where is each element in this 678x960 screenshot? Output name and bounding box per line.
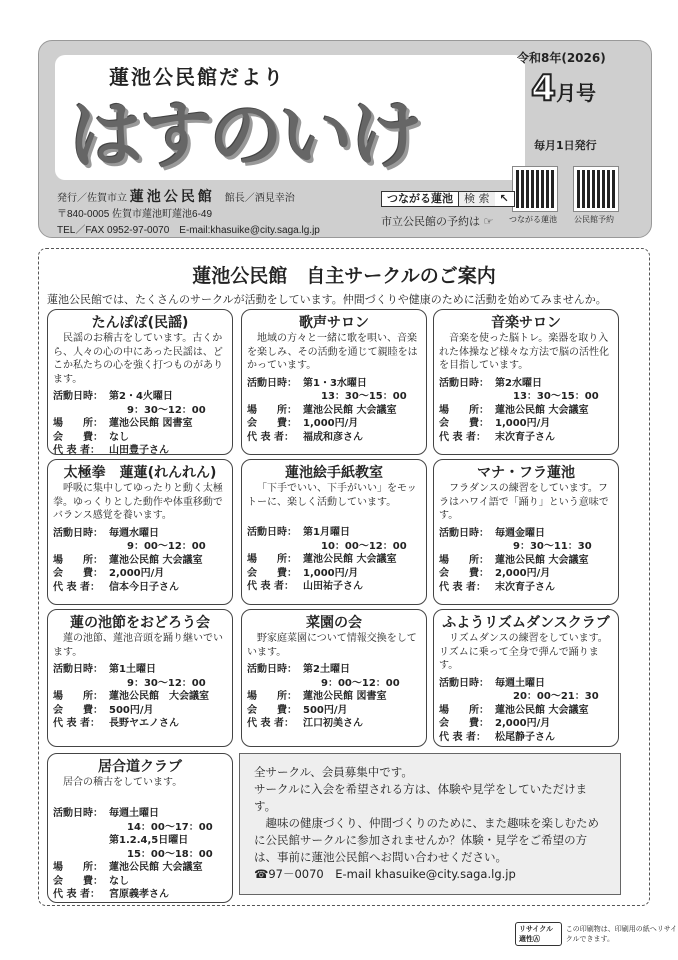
- place-value: 蓮池公民館 大会議室: [109, 554, 203, 566]
- fee-value: 2,000円/月: [495, 718, 551, 729]
- representative-value: 松尾静子さん: [495, 731, 555, 743]
- circle-title: マナ・フラ蓮池: [477, 465, 575, 481]
- circle-guide: [38, 248, 650, 906]
- contact: TEL／FAX 0952-97-0070 E-mail:khasuike@city.saga.lg.jp: [57, 225, 320, 236]
- circle-title: ふようリズムダンスクラブ: [442, 615, 610, 631]
- schedule-row: [439, 677, 613, 691]
- qr-label: つながる蓮池: [509, 215, 557, 224]
- publisher-prefix: 発行／佐賀市立: [57, 193, 127, 204]
- fee-row: [247, 417, 421, 431]
- schedule-value: 第1月曜日: [303, 527, 350, 538]
- fee-value: 2,000円/月: [109, 568, 165, 579]
- representative-row: [247, 580, 421, 594]
- schedule-line: 10：00～12：00: [321, 540, 407, 552]
- reservation-note: [381, 213, 493, 229]
- schedule-label: 活動日時：: [53, 391, 103, 402]
- schedule-label: 活動日時：: [247, 527, 297, 538]
- schedule-value: 第1・3水曜日: [303, 377, 367, 389]
- place-label: 場 所：: [53, 418, 103, 429]
- schedule-value: 第1土曜日: [109, 664, 156, 675]
- representative-label: 代 表 者：: [439, 431, 486, 443]
- circle-title: 蓮池絵手紙教室: [285, 465, 383, 481]
- circle-card: [241, 609, 427, 747]
- fee-label: 会 費：: [439, 718, 489, 729]
- fee-row: [439, 417, 613, 431]
- fee-label: 会 費：: [53, 431, 103, 443]
- representative-row: [53, 717, 227, 731]
- representative-value: 山田豊子さん: [109, 445, 169, 456]
- schedule-label: 活動日時：: [439, 677, 489, 689]
- circle-description: フラダンスの練習をしています。フラはハワイ語で「踊り」という意味です。: [439, 483, 609, 521]
- representative-row: [53, 888, 227, 902]
- fee-row: [53, 704, 227, 718]
- fee-label: 会 費：: [53, 704, 103, 716]
- circle-card: [47, 753, 233, 903]
- representative-value: 宮原義孝さん: [109, 889, 169, 900]
- recycle-footer: [515, 922, 678, 946]
- representative-label: 代 表 者：: [439, 731, 486, 743]
- recycle-badge: リサイクル適性Ⓐ: [515, 922, 562, 946]
- schedule-value: 毎週金曜日: [495, 527, 545, 539]
- place-value: 蓮池公民館 大会議室: [303, 554, 397, 565]
- fee-value: 500円/月: [303, 704, 348, 716]
- newsletter-subtitle: 蓮池公民館だより: [109, 65, 285, 89]
- schedule-line: 第1.2.4,5日曜日: [109, 835, 189, 846]
- schedule-row: [247, 663, 421, 677]
- place-value: 蓮池公民館 大会議室: [109, 862, 203, 873]
- circle-description: 音楽を使った脳トレ。楽器を取り入れた体操など様々な方法で脳の活性化を目指しています。: [439, 333, 609, 371]
- representative-label: 代 表 者：: [247, 718, 294, 729]
- schedule-line: 9：00～12：00: [321, 677, 400, 689]
- circle-title: 蓮の池節をおどろう会: [70, 615, 210, 631]
- place-label: 場 所：: [439, 704, 489, 716]
- fee-value: 1,000円/月: [303, 567, 359, 579]
- place-row: [53, 554, 227, 568]
- qr-code-tsunagaru[interactable]: [513, 167, 557, 211]
- notice-contact: ☎97－0070 E-mail khasuike@city.saga.lg.jp: [254, 867, 516, 881]
- place-label: 場 所：: [247, 404, 297, 416]
- publication-frequency: 毎月1日発行: [534, 139, 597, 152]
- qr-code-reservation[interactable]: [574, 167, 618, 211]
- schedule-row: [53, 663, 227, 677]
- place-row: [247, 553, 421, 567]
- schedule-row: [53, 527, 227, 541]
- cursor-icon: ↖: [499, 192, 509, 205]
- schedule-line: 9：30～11：30: [513, 541, 592, 552]
- circle-card: [433, 609, 619, 747]
- representative-value: 江口初美さん: [303, 718, 363, 729]
- representative-value: 末次育子さん: [495, 431, 555, 443]
- representative-row: [439, 581, 613, 595]
- place-label: 場 所：: [53, 691, 103, 702]
- circle-title: 歌声サロン: [299, 315, 369, 331]
- representative-label: 代 表 者：: [247, 431, 294, 443]
- circle-description: 居合の稽古をしています。: [63, 777, 183, 788]
- circle-description: 蓮の池節、蓮池音頭を踊り継いでいます。: [53, 633, 223, 658]
- circle-description: リズムダンスの練習をしています。リズムに乗って全身で弾んで踊ります。: [439, 633, 608, 671]
- place-value: 蓮池公民館 大会議室: [495, 554, 589, 566]
- schedule-line: 9：30～12：00: [127, 404, 206, 416]
- representative-value: 福成和彦さん: [303, 431, 363, 443]
- representative-label: 代 表 者：: [53, 718, 100, 729]
- place-value: 蓮池公民館 大会議室: [495, 704, 589, 716]
- fee-label: 会 費：: [247, 418, 297, 429]
- fee-label: 会 費：: [439, 568, 489, 579]
- schedule-label: 活動日時：: [247, 377, 297, 389]
- fee-value: 1,000円/月: [495, 418, 551, 429]
- publisher-info: [57, 188, 375, 239]
- search-button[interactable]: 検 索: [458, 192, 495, 206]
- schedule-line: 14：00～17：00: [127, 821, 213, 833]
- place-label: 場 所：: [53, 554, 103, 566]
- fee-row: [247, 567, 421, 581]
- schedule-row: [439, 527, 613, 541]
- fee-row: [53, 875, 227, 889]
- recycle-note: この印刷物は、印刷用の紙へリサイクルできます。: [565, 925, 678, 943]
- representative-row: [247, 431, 421, 445]
- place-label: 場 所：: [439, 404, 489, 416]
- issue-month: [531, 67, 596, 117]
- search-box[interactable]: [381, 191, 515, 207]
- schedule-label: 活動日時：: [53, 664, 103, 675]
- fee-row: [439, 567, 613, 581]
- place-value: 蓮池公民館 大会議室: [109, 691, 209, 702]
- schedule-row: [53, 807, 227, 821]
- fee-value: 2,000円/月: [495, 568, 551, 579]
- representative-row: [439, 431, 613, 445]
- circle-card: [47, 459, 233, 605]
- fee-label: 会 費：: [439, 418, 489, 429]
- schedule-value: 毎週土曜日: [495, 677, 545, 689]
- schedule-label: 活動日時：: [439, 527, 489, 539]
- circle-title: 音楽サロン: [491, 315, 561, 331]
- circle-card: [433, 459, 619, 605]
- circle-description: 地域の方々と一緒に歌を唄い、音楽を楽しみ、その活動を通じて親睦をはかっています。: [247, 333, 418, 371]
- schedule-value: 毎週土曜日: [109, 808, 159, 819]
- circle-card: [433, 309, 619, 455]
- month-suffix: 月号: [556, 81, 597, 105]
- director: 館長／酒見幸治: [224, 193, 295, 204]
- schedule-row: [53, 390, 227, 404]
- representative-row: [53, 444, 227, 458]
- circle-title: 居合道クラブ: [98, 759, 182, 775]
- fee-row: [53, 567, 227, 581]
- representative-row: [439, 731, 613, 745]
- schedule-line: 9：00～12：00: [127, 541, 206, 552]
- issue-year: 令和8年(2026): [517, 51, 606, 65]
- fee-label: 会 費：: [53, 568, 103, 579]
- circle-description: 呼吸に集中してゆったりと動く太極拳。ゆっくりとした動作や体重移動でバランス感覚を養います。: [53, 483, 223, 521]
- schedule-label: 活動日時：: [53, 808, 103, 819]
- schedule-label: 活動日時：: [439, 377, 489, 389]
- representative-label: 代 表 者：: [53, 581, 100, 593]
- circle-title: 菜園の会: [306, 615, 362, 631]
- fee-row: [439, 717, 613, 731]
- place-row: [439, 554, 613, 568]
- place-row: [53, 861, 227, 875]
- fee-row: [247, 704, 421, 718]
- place-value: 蓮池公民館 図書室: [109, 418, 193, 429]
- schedule-label: 活動日時：: [53, 527, 103, 539]
- representative-value: 末次育子さん: [495, 581, 555, 593]
- masthead: [38, 40, 652, 238]
- place-row: [247, 404, 421, 418]
- schedule-row: [247, 377, 421, 391]
- representative-row: [247, 717, 421, 731]
- schedule-value: 第2水曜日: [495, 377, 542, 389]
- schedule-row: [247, 526, 421, 540]
- place-row: [247, 690, 421, 704]
- place-row: [439, 704, 613, 718]
- representative-row: [53, 581, 227, 595]
- schedule-line: 15：00～18：00: [127, 848, 213, 860]
- fee-value: 1,000円/月: [303, 418, 359, 429]
- newsletter-title: はすのいけ: [69, 93, 419, 179]
- representative-label: 代 表 者：: [439, 581, 486, 593]
- circle-description: 野家庭菜園について情報交換をしています。: [247, 633, 417, 658]
- section-title: 蓮池公民館 自主サークルのご案内: [192, 265, 496, 287]
- representative-label: 代 表 者：: [247, 581, 294, 592]
- circle-card: [47, 609, 233, 747]
- fee-value: なし: [109, 431, 129, 443]
- circle-title: たんぽぽ(民謡): [91, 315, 189, 331]
- notice-line: サークルに入会を希望される方は、体験や見学をしていただけます。: [254, 782, 588, 813]
- schedule-value: 第2・4火曜日: [109, 391, 173, 402]
- schedule-value: 第2土曜日: [303, 664, 350, 675]
- representative-value: 長野ヤエノさん: [109, 718, 179, 729]
- schedule-value: 毎週水曜日: [109, 527, 159, 539]
- place-row: [53, 690, 227, 704]
- representative-label: 代 表 者：: [53, 889, 100, 900]
- search-text: つながる蓮池: [387, 192, 453, 205]
- schedule-label: 活動日時：: [247, 664, 297, 675]
- circle-card: [47, 309, 233, 455]
- circle-description: 民謡のお稽古をしています。古くから、人々の心の中にあった民謡は、どこか私たちの心を強く打つものがあります。: [53, 333, 223, 385]
- month-number: 4: [531, 68, 557, 109]
- place-label: 場 所：: [247, 691, 297, 702]
- fee-label: 会 費：: [53, 875, 103, 887]
- place-row: [53, 417, 227, 431]
- circle-title: 太極拳 蓮蓮(れんれん): [63, 465, 217, 481]
- schedule-line: 20：00～21：30: [513, 691, 599, 702]
- circle-card: [241, 309, 427, 455]
- schedule-line: 13：30～15：00: [513, 391, 599, 402]
- fee-value: なし: [109, 875, 129, 887]
- section-intro: 蓮池公民館では、たくさんのサークルが活動をしています。仲間づくりや健康のために活動を始めてみませんか。: [47, 293, 607, 306]
- circle-card: [241, 459, 427, 605]
- reservation-text: 市立公民館の予約は: [381, 215, 480, 228]
- representative-value: 山田祐子さん: [303, 581, 363, 592]
- circle-description: 「下手でいい、下手がいい」をモットーに、楽しく活動しています。: [247, 483, 417, 508]
- address: 〒840-0005 佐賀市蓮池町蓮池6-49: [57, 209, 213, 220]
- publisher-name: 蓮池公民館: [129, 188, 215, 204]
- place-label: 場 所：: [439, 554, 489, 566]
- place-label: 場 所：: [53, 862, 103, 873]
- pointing-hand-icon: ☞: [483, 215, 494, 228]
- representative-value: 信本今日子さん: [109, 581, 179, 593]
- fee-label: 会 費：: [247, 704, 297, 716]
- schedule-line: 9：30～12：00: [127, 677, 206, 689]
- recruitment-notice: [239, 753, 621, 895]
- place-value: 蓮池公民館 図書室: [303, 691, 387, 702]
- representative-label: 代 表 者：: [53, 445, 100, 456]
- place-row: [439, 404, 613, 418]
- fee-value: 500円/月: [109, 704, 154, 716]
- place-label: 場 所：: [247, 554, 297, 565]
- notice-line: 趣味の健康づくり、仲間づくりのために、また趣味を楽しむために公民館サークルに参加されませんか？体験・見学をご希望の方は、事前に蓮池公民館へお問い合わせください。: [254, 816, 599, 864]
- notice-line: 全サークル、会員募集中です。: [254, 765, 413, 779]
- schedule-line: 13：30～15：00: [321, 391, 407, 402]
- fee-row: [53, 431, 227, 445]
- fee-label: 会 費：: [247, 567, 297, 579]
- place-value: 蓮池公民館 大会議室: [495, 404, 589, 416]
- schedule-row: [439, 377, 613, 391]
- place-value: 蓮池公民館 大会議室: [303, 404, 397, 416]
- qr-label: 公民館予約: [574, 215, 614, 224]
